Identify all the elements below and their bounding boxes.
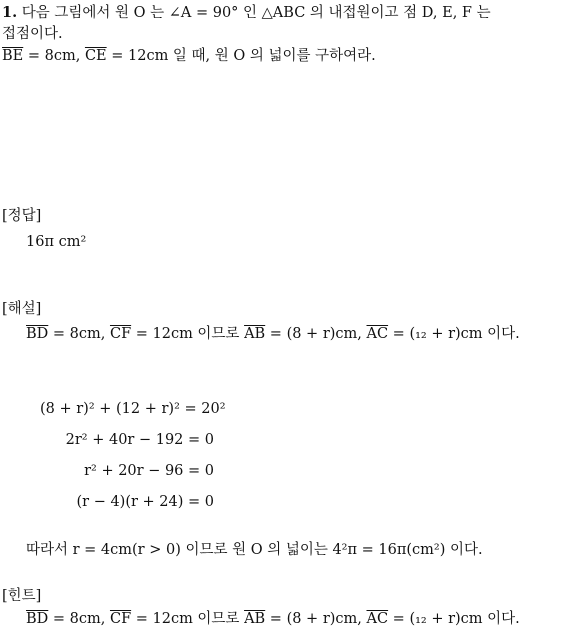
problem-line-3 [2,46,376,66]
hint-segment-bd: $\overline{BD}$ [26,611,49,627]
ab-value: = (8 + r)cm, [265,326,367,342]
answer-value: 16π cm² [26,234,87,250]
hint-segment-ac: $\overline{AC}$ [366,611,389,627]
problem-line-1 [2,3,491,23]
cf-value: = 12cm 이므로 [131,326,245,342]
equation-1: (8 + r)² + (12 + r)² = 20² [40,401,226,417]
ce-value: = 12cm 일 때, 원 O 의 넓이를 구하여라. [106,48,376,64]
hint-ac-value: = (₁₂ + r)cm 이다. [388,611,520,627]
hint-ab-value: = (8 + r)cm, [265,611,367,627]
ac-value: = (₁₂ + r)cm 이다. [388,326,520,342]
equation-2: 2r² + 40r − 192 = 0 [65,432,214,448]
answer-heading: [정답] [2,208,42,224]
equation-4: (r − 4)(r + 24) = 0 [76,494,214,510]
explanation-heading: [해설] [2,301,42,317]
segment-cf: $\overline{CF}$ [109,326,132,342]
hint-segment-cf: $\overline{CF}$ [109,611,132,627]
hint-segment-ab: $\overline{AB}$ [244,611,266,627]
equation-3: r² + 20r − 96 = 0 [84,463,214,479]
segment-ab: $\overline{AB}$ [244,326,266,342]
problem-text-line-1: 다음 그림에서 원 O 는 ∠A = 90° 인 △ABC 의 내접원이고 점 D, E, F 는 [21,5,491,21]
explanation-line-1 [26,324,520,344]
hint-cf-value: = 12cm 이므로 [131,611,245,627]
hint-line-1 [26,609,520,629]
problem-line-2: 접점이다. [2,26,63,42]
hint-bd-value: = 8cm, [48,611,110,627]
hint-heading: [힌트] [2,588,42,604]
segment-ce: $\overline{CE}$ [84,48,107,64]
problem-number: 1. [2,4,18,21]
bd-value: = 8cm, [48,326,110,342]
segment-ac: $\overline{AC}$ [366,326,389,342]
explanation-conclusion: 따라서 r = 4cm(r > 0) 이므로 원 O 의 넓이는 4²π = 16π(cm²) 이다. [26,542,483,558]
segment-be: $\overline{BE}$ [2,48,24,64]
be-value: = 8cm, [23,48,85,64]
segment-bd: $\overline{BD}$ [26,326,49,342]
